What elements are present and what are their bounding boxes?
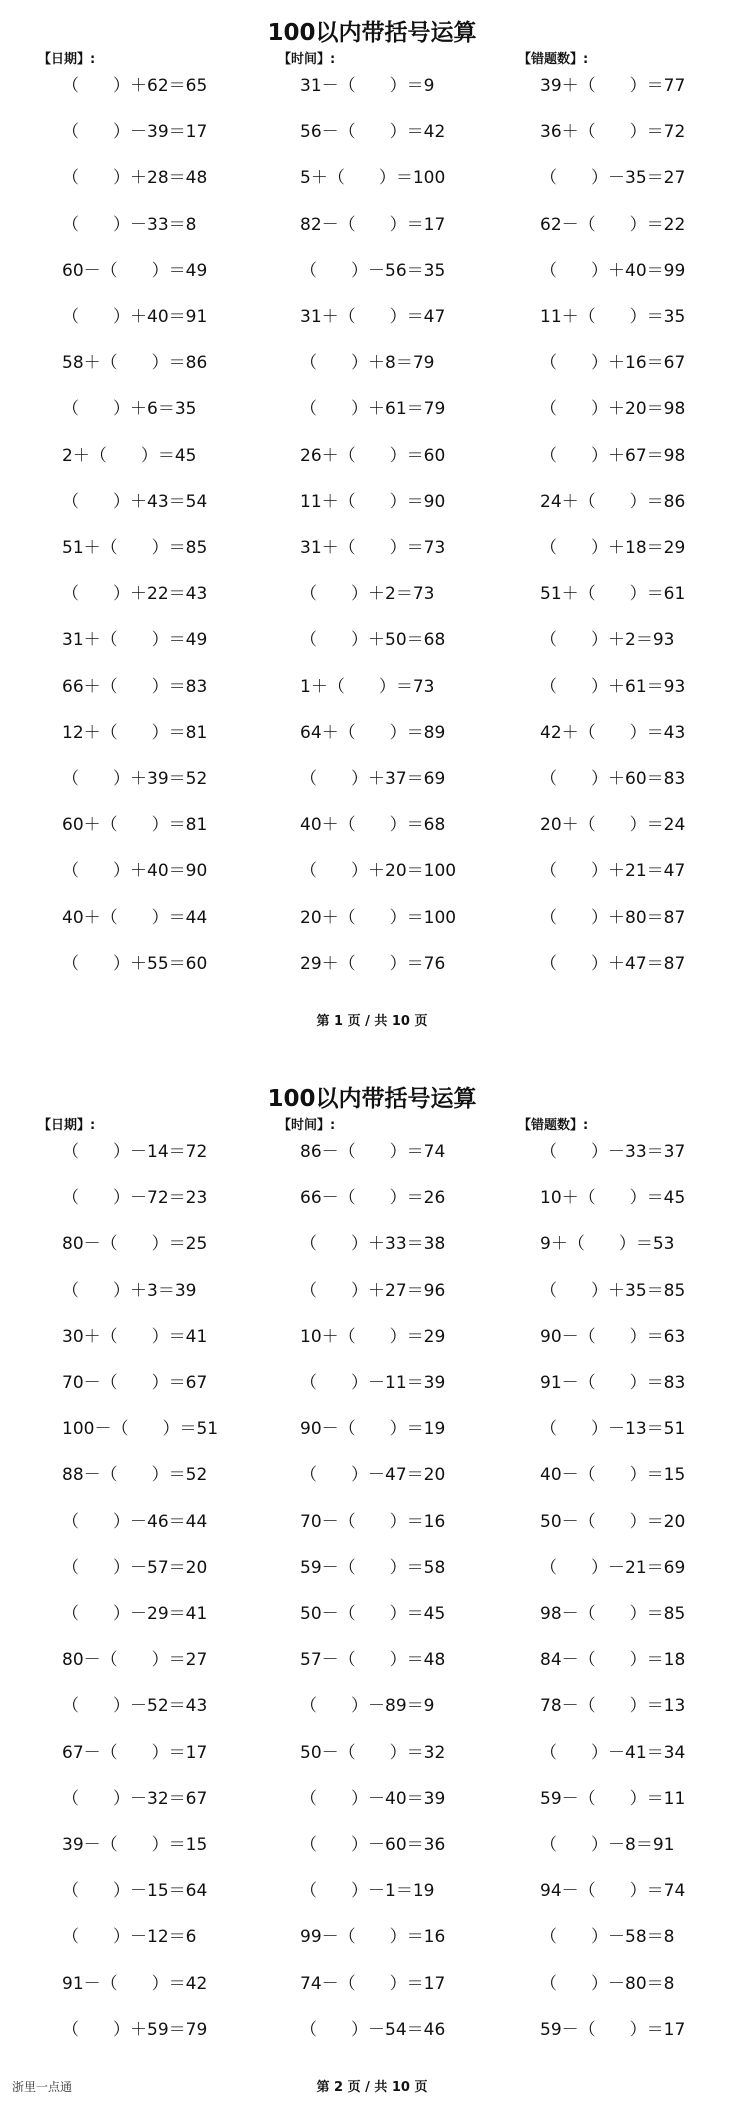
errors-label: 【错题数】: — [518, 1118, 589, 1133]
math-problem: 42＋（ ）＝43 — [540, 722, 686, 743]
math-problem: （ ）－56＝35 — [300, 260, 446, 281]
math-problem: 20＋（ ）＝100 — [300, 907, 457, 928]
math-problem: （ ）＋50＝68 — [300, 630, 446, 651]
math-problem: （ ）＋33＝38 — [300, 1234, 446, 1255]
problem-row — [0, 305, 744, 345]
math-problem: 91－（ ）＝42 — [62, 1973, 208, 1994]
math-problem: 1＋（ ）＝73 — [300, 676, 435, 697]
math-problem: （ ）＋2＝93 — [540, 630, 675, 651]
math-problem: （ ）－35＝27 — [540, 168, 686, 189]
math-problem: 84－（ ）＝18 — [540, 1650, 686, 1671]
math-problem: （ ）－11＝39 — [300, 1373, 446, 1393]
date-label: 【日期】: — [38, 1118, 96, 1133]
math-problem: （ ）＋2＝73 — [300, 584, 435, 605]
math-problem: （ ）＋43＝54 — [62, 491, 208, 512]
problem-row — [0, 1140, 744, 1180]
math-problem: （ ）＋40＝90 — [62, 861, 208, 882]
problem-row — [0, 813, 744, 853]
page-footer: 第 2 页 / 共 10 页 — [316, 2080, 428, 2095]
problem-row — [0, 490, 744, 530]
math-problem: （ ）－41＝34 — [540, 1742, 686, 1763]
problem-row — [0, 1325, 744, 1365]
math-problem: （ ）＋6＝35 — [62, 399, 197, 420]
math-problem: 60＋（ ）＝81 — [62, 815, 208, 836]
problem-row — [0, 767, 744, 807]
math-problem: 57－（ ）＝48 — [300, 1650, 446, 1671]
problem-row — [0, 1972, 744, 2012]
math-problem: 50－（ ）＝32 — [300, 1742, 446, 1763]
math-problem: （ ）＋18＝29 — [540, 538, 686, 558]
time-label: 【时间】: — [278, 1118, 336, 1133]
math-problem: （ ）＋35＝85 — [540, 1280, 686, 1301]
problem-row — [0, 74, 744, 114]
problem-row — [0, 1833, 744, 1873]
math-problem: 36＋（ ）＝72 — [540, 122, 686, 143]
math-problem: 20＋（ ）＝24 — [540, 815, 686, 836]
problem-row — [0, 1741, 744, 1781]
problem-row — [0, 1279, 744, 1319]
math-problem: （ ）＋16＝67 — [540, 353, 686, 374]
math-problem: 50－（ ）＝20 — [540, 1511, 686, 1532]
math-problem: （ ）－1＝19 — [300, 1881, 435, 1902]
math-problem: 10＋（ ）＝29 — [300, 1326, 446, 1347]
math-problem: 80－（ ）＝27 — [62, 1650, 208, 1671]
problem-row — [0, 2018, 744, 2058]
problem-row — [0, 721, 744, 761]
math-problem: 99－（ ）＝16 — [300, 1927, 446, 1948]
problem-row — [0, 1694, 744, 1734]
problem-row — [0, 213, 744, 253]
page-title: 100以内带括号运算 — [267, 1086, 477, 1112]
math-problem: 64＋（ ）＝89 — [300, 722, 446, 743]
math-problem: 60－（ ）＝49 — [62, 260, 208, 281]
problem-row — [0, 120, 744, 160]
problem-row — [0, 1879, 744, 1919]
math-problem: （ ）＋40＝91 — [62, 307, 208, 327]
math-problem: 11＋（ ）＝35 — [540, 307, 686, 327]
math-problem: （ ）＋47＝87 — [540, 953, 686, 974]
math-problem: （ ）＋22＝43 — [62, 584, 208, 605]
math-problem: 26＋（ ）＝60 — [300, 445, 446, 466]
math-problem: （ ）－8＝91 — [540, 1835, 675, 1855]
math-problem: 5＋（ ）＝100 — [300, 168, 446, 189]
math-problem: 94－（ ）＝74 — [540, 1881, 686, 1902]
math-problem: 74－（ ）＝17 — [300, 1973, 446, 1994]
math-problem: （ ）＋40＝99 — [540, 260, 686, 281]
problem-row — [0, 536, 744, 576]
math-problem: （ ）－60＝36 — [300, 1835, 446, 1855]
math-problem: 90－（ ）＝19 — [300, 1419, 446, 1440]
math-problem: （ ）＋3＝39 — [62, 1280, 197, 1301]
math-problem: 31＋（ ）＝47 — [300, 307, 446, 327]
math-problem: 91－（ ）＝83 — [540, 1373, 686, 1393]
math-problem: 31－（ ）＝9 — [300, 76, 435, 96]
math-problem: （ ）＋20＝100 — [300, 861, 457, 882]
math-problem: （ ）－47＝20 — [300, 1465, 446, 1486]
math-problem: （ ）－52＝43 — [62, 1696, 208, 1717]
problem-row — [0, 1925, 744, 1965]
math-problem: 90－（ ）＝63 — [540, 1326, 686, 1347]
math-problem: 51＋（ ）＝85 — [62, 538, 208, 558]
math-problem: （ ）－40＝39 — [300, 1788, 446, 1809]
problem-row — [0, 1232, 744, 1272]
math-problem: 58＋（ ）＝86 — [62, 353, 208, 374]
math-problem: （ ）＋80＝87 — [540, 907, 686, 928]
problem-row — [0, 1510, 744, 1550]
errors-label: 【错题数】: — [518, 52, 589, 67]
math-problem: （ ）＋59＝79 — [62, 2019, 208, 2040]
math-problem: （ ）－54＝46 — [300, 2019, 446, 2040]
math-problem: （ ）－72＝23 — [62, 1188, 208, 1209]
problem-row — [0, 1556, 744, 1596]
math-problem: 50－（ ）＝45 — [300, 1604, 446, 1624]
problem-row — [0, 1417, 744, 1457]
math-problem: 40＋（ ）＝68 — [300, 815, 446, 836]
math-problem: （ ）＋20＝98 — [540, 399, 686, 420]
date-label: 【日期】: — [38, 52, 96, 67]
math-problem: 59－（ ）＝17 — [540, 2019, 686, 2040]
time-label: 【时间】: — [278, 52, 336, 67]
math-problem: 56－（ ）＝42 — [300, 122, 446, 143]
math-problem: 70－（ ）＝16 — [300, 1511, 446, 1532]
math-problem: 12＋（ ）＝81 — [62, 722, 208, 743]
math-problem: （ ）－29＝41 — [62, 1604, 208, 1624]
problem-row — [0, 444, 744, 484]
math-problem: 11＋（ ）＝90 — [300, 491, 446, 512]
problem-row — [0, 1463, 744, 1503]
math-problem: 10＋（ ）＝45 — [540, 1188, 686, 1209]
math-problem: （ ）－57＝20 — [62, 1557, 208, 1578]
problem-row — [0, 859, 744, 899]
math-problem: 67－（ ）＝17 — [62, 1742, 208, 1763]
math-problem: 78－（ ）＝13 — [540, 1696, 686, 1717]
math-problem: （ ）－15＝64 — [62, 1881, 208, 1902]
math-problem: （ ）－39＝17 — [62, 122, 208, 143]
problem-row — [0, 582, 744, 622]
math-problem: （ ）－32＝67 — [62, 1788, 208, 1809]
math-problem: （ ）－14＝72 — [62, 1142, 208, 1162]
math-problem: 31＋（ ）＝73 — [300, 538, 446, 558]
math-problem: （ ）＋27＝96 — [300, 1280, 446, 1301]
math-problem: （ ）－58＝8 — [540, 1927, 675, 1948]
math-problem: （ ）－33＝8 — [62, 214, 197, 235]
math-problem: 100－（ ）＝51 — [62, 1419, 219, 1440]
math-problem: （ ）＋55＝60 — [62, 953, 208, 974]
math-problem: （ ）＋39＝52 — [62, 769, 208, 789]
page-footer: 第 1 页 / 共 10 页 — [316, 1014, 428, 1029]
math-problem: 70－（ ）＝67 — [62, 1373, 208, 1393]
math-problem: 88－（ ）＝52 — [62, 1465, 208, 1486]
math-problem: 2＋（ ）＝45 — [62, 445, 197, 466]
page-title: 100以内带括号运算 — [267, 20, 477, 46]
problem-row — [0, 259, 744, 299]
problem-row — [0, 675, 744, 715]
math-problem: 66＋（ ）＝83 — [62, 676, 208, 697]
problem-row — [0, 166, 744, 206]
problem-row — [0, 628, 744, 668]
math-problem: 9＋（ ）＝53 — [540, 1234, 675, 1255]
math-problem: （ ）－12＝6 — [62, 1927, 197, 1948]
math-problem: 80－（ ）＝25 — [62, 1234, 208, 1255]
math-problem: （ ）＋60＝83 — [540, 769, 686, 789]
math-problem: 98－（ ）＝85 — [540, 1604, 686, 1624]
math-problem: （ ）＋21＝47 — [540, 861, 686, 882]
math-problem: （ ）＋61＝79 — [300, 399, 446, 420]
math-problem: 29＋（ ）＝76 — [300, 953, 446, 974]
math-problem: 86－（ ）＝74 — [300, 1142, 446, 1162]
math-problem: （ ）－46＝44 — [62, 1511, 208, 1532]
math-problem: （ ）－33＝37 — [540, 1142, 686, 1162]
math-problem: （ ）＋61＝93 — [540, 676, 686, 697]
problem-row — [0, 952, 744, 992]
math-problem: （ ）－21＝69 — [540, 1557, 686, 1578]
math-problem: （ ）－89＝9 — [300, 1696, 435, 1717]
math-problem: （ ）＋62＝65 — [62, 76, 208, 96]
problem-row — [0, 351, 744, 391]
problem-row — [0, 1648, 744, 1688]
math-problem: （ ）＋37＝69 — [300, 769, 446, 789]
problem-row — [0, 1186, 744, 1226]
math-problem: 66－（ ）＝26 — [300, 1188, 446, 1209]
problem-row — [0, 1602, 744, 1642]
math-problem: 40－（ ）＝15 — [540, 1465, 686, 1486]
math-problem: （ ）－13＝51 — [540, 1419, 686, 1440]
math-problem: 40＋（ ）＝44 — [62, 907, 208, 928]
problem-row — [0, 906, 744, 946]
math-problem: 31＋（ ）＝49 — [62, 630, 208, 651]
problem-row — [0, 397, 744, 437]
problem-row — [0, 1787, 744, 1827]
math-problem: （ ）－80＝8 — [540, 1973, 675, 1994]
math-problem: （ ）＋67＝98 — [540, 445, 686, 466]
watermark-text: 浙里一点通 — [12, 2080, 73, 2094]
math-problem: 82－（ ）＝17 — [300, 214, 446, 235]
math-problem: 59－（ ）＝58 — [300, 1557, 446, 1578]
math-problem: （ ）＋28＝48 — [62, 168, 208, 189]
math-problem: （ ）＋8＝79 — [300, 353, 435, 374]
problem-row — [0, 1371, 744, 1411]
math-problem: 51＋（ ）＝61 — [540, 584, 686, 605]
math-problem: 30＋（ ）＝41 — [62, 1326, 208, 1347]
math-problem: 59－（ ）＝11 — [540, 1788, 686, 1809]
math-problem: 39－（ ）＝15 — [62, 1835, 208, 1855]
math-problem: 39＋（ ）＝77 — [540, 76, 686, 96]
math-problem: 24＋（ ）＝86 — [540, 491, 686, 512]
math-problem: 62－（ ）＝22 — [540, 214, 686, 235]
